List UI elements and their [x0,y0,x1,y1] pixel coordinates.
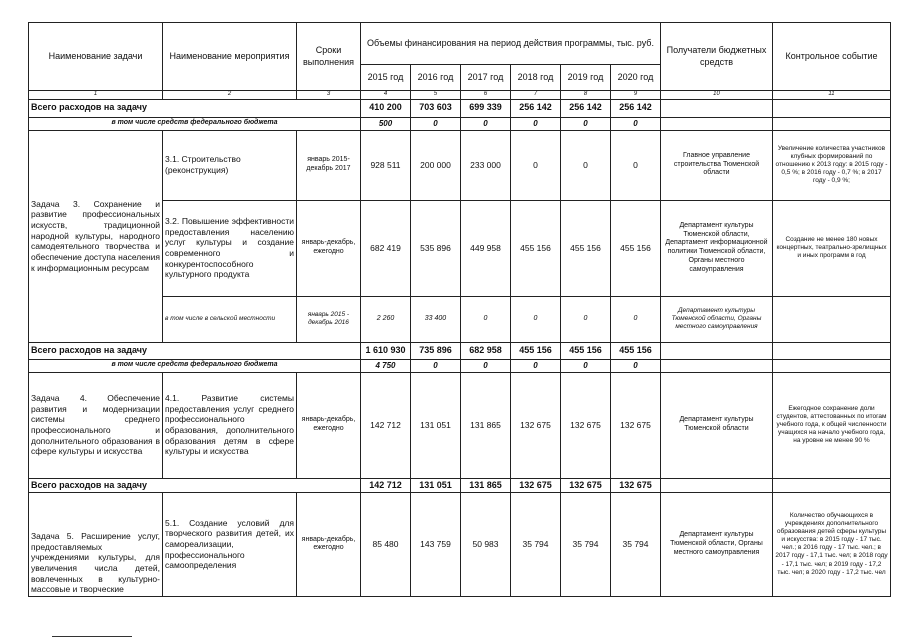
col-number: 4 [361,91,411,100]
federal-row [29,359,891,372]
value-cell: 455 156 [611,200,661,296]
federal-value: 0 [411,117,461,130]
header-year: 2018 год [511,65,561,91]
total-value: 131 051 [411,478,461,492]
value-cell: 35 794 [511,492,561,596]
col-number: 6 [461,91,511,100]
col-number: 8 [561,91,611,100]
col-number: 10 [661,91,773,100]
activity-terms: январь 2015 - декабрь 2016 [297,296,361,342]
task-5-name: Задача 5. Расширение услуг, предоставляемых учреждениями культуры, для увеличения числа детей, вовлеченных в культурно-массовые и творческие [29,492,163,596]
header-funding: Объемы финансирования на период действия программы, тыс. руб. [361,23,661,65]
value-cell: 682 419 [361,200,411,296]
header-task: Наименование задачи [29,23,163,91]
total-value: 1 610 930 [361,342,411,359]
control-event: Увеличение количества участников клубных формирований по отношению к 2013 году: в 2015 году - 0,5 %; в 2016 году - 0,7 %; в 2017 году - 0,9 %; [773,130,891,200]
value-cell: 928 511 [361,130,411,200]
federal-value: 0 [461,359,511,372]
header-year: 2017 год [461,65,511,91]
value-cell: 535 896 [411,200,461,296]
total-value: 131 865 [461,478,511,492]
total-label: Всего расходов на задачу [29,342,361,359]
activity-name: 5.1. Создание условий для творческого развития детей, их самореализации, профессионального самоопределения [163,492,297,596]
col-number: 5 [411,91,461,100]
value-cell: 0 [511,296,561,342]
col-number: 3 [297,91,361,100]
control-event: Ежегодное сохранение доли студентов, аттестованных по итогам учебного года, к общей численности учащихся на начало учебного года, на уровне не менее 90 % [773,372,891,478]
column-number-row [29,91,891,100]
control-event: Количество обучающихся в учреждениях дополнительного образования детей сферы культуры и искусства: в 2015 году - 17 тыс. чел.; в 2016 году - 17 тыс. чел.; в 2017 году - 17,1 тыс. чел; в 2018 году - 17,1 тыс. чел; в 2019 году - 17,2 тыс. чел; в 2020 году - 17,2 тыс. чел [773,492,891,596]
recipient: Департамент культуры Тюменской области, Департамент информационной политики Тюменской области, Органы местного самоуправления [661,200,773,296]
federal-row [29,117,891,130]
total-value: 455 156 [561,342,611,359]
header-year: 2020 год [611,65,661,91]
value-cell: 131 051 [411,372,461,478]
value-cell: 131 865 [461,372,511,478]
value-cell: 455 156 [511,200,561,296]
activity-name: 4.1. Развитие системы предоставления услуг среднего профессионального образования, дополнительного образования детям в сфере культуры и искусства [163,372,297,478]
value-cell: 143 759 [411,492,461,596]
value-cell: 35 794 [611,492,661,596]
value-cell: 200 000 [411,130,461,200]
total-value: 703 603 [411,99,461,117]
total-value: 132 675 [511,478,561,492]
value-cell: 50 983 [461,492,511,596]
header-control: Контрольное событие [773,23,891,91]
total-label: Всего расходов на задачу [29,478,361,492]
value-cell: 132 675 [511,372,561,478]
value-cell: 33 400 [411,296,461,342]
value-cell: 35 794 [561,492,611,596]
activity-terms: январь-декабрь, ежегодно [297,372,361,478]
activity-name: в том числе в сельской местности [163,296,297,342]
header-year: 2015 год [361,65,411,91]
total-value: 256 142 [611,99,661,117]
federal-value: 0 [411,359,461,372]
col-number: 2 [163,91,297,100]
value-cell: 132 675 [561,372,611,478]
value-cell: 0 [561,296,611,342]
value-cell: 2 260 [361,296,411,342]
value-cell: 0 [461,296,511,342]
federal-label: в том числе средств федерального бюджета [29,359,361,372]
total-row [29,99,891,117]
federal-value: 0 [511,117,561,130]
federal-value: 4 750 [361,359,411,372]
value-cell: 0 [611,296,661,342]
total-value: 735 896 [411,342,461,359]
recipient: Департамент культуры Тюменской области [661,372,773,478]
footnote-divider [52,636,132,637]
activity-name: 3.1. Строительство (реконструкция) [163,130,297,200]
table-row [29,130,891,200]
federal-value: 0 [461,117,511,130]
col-number: 9 [611,91,661,100]
value-cell: 0 [511,130,561,200]
table-row [29,492,891,596]
federal-label: в том числе средств федерального бюджета [29,117,361,130]
total-value: 455 156 [611,342,661,359]
federal-value: 0 [561,359,611,372]
total-row [29,478,891,492]
col-number: 11 [773,91,891,100]
task-4-name: Задача 4. Обеспечение развития и модернизации системы среднего профессионального и дополнительного образования в сфере культуры и искусства [29,372,163,478]
value-cell: 0 [611,130,661,200]
recipient: Главное управление строительства Тюменской области [661,130,773,200]
total-value: 256 142 [511,99,561,117]
total-value: 256 142 [561,99,611,117]
total-label: Всего расходов на задачу [29,99,361,117]
total-value: 132 675 [611,478,661,492]
value-cell: 142 712 [361,372,411,478]
value-cell: 455 156 [561,200,611,296]
header-terms: Сроки выполнения [297,23,361,91]
activity-terms: январь 2015-декабрь 2017 [297,130,361,200]
header-activity: Наименование мероприятия [163,23,297,91]
federal-value: 0 [511,359,561,372]
recipient: Департамент культуры Тюменской области, Органы местного самоуправления [661,492,773,596]
activity-name: 3.2. Повышение эффективности предоставления населению услуг культуры и создание современного и конкурентоспособного культурного продукта [163,200,297,296]
federal-value: 0 [561,117,611,130]
control-event: Создание не менее 180 новых концертных, театрально-зрелищных и иных программ в год [773,200,891,296]
value-cell: 0 [561,130,611,200]
value-cell: 132 675 [611,372,661,478]
value-cell: 233 000 [461,130,511,200]
header-year: 2016 год [411,65,461,91]
federal-value: 500 [361,117,411,130]
table-row [29,372,891,478]
header-recipients: Получатели бюджетных средств [661,23,773,91]
total-row [29,342,891,359]
value-cell: 449 958 [461,200,511,296]
activity-terms: январь-декабрь, ежегодно [297,492,361,596]
total-value: 410 200 [361,99,411,117]
federal-value: 0 [611,117,661,130]
total-value: 132 675 [561,478,611,492]
total-value: 455 156 [511,342,561,359]
value-cell: 85 480 [361,492,411,596]
col-number: 7 [511,91,561,100]
total-value: 682 958 [461,342,511,359]
activity-terms: январь-декабрь, ежегодно [297,200,361,296]
recipient: Департамент культуры Тюменской области, Органы местного самоуправления [661,296,773,342]
total-value: 142 712 [361,478,411,492]
task-3-name: Задача 3. Сохранение и развитие профессиональных искусств, традиционной народной культуры, народного самодеятельного творчества и обеспечение доступа населения к информационным ресурсам [29,130,163,342]
budget-table [28,22,891,597]
total-value: 699 339 [461,99,511,117]
header-row [29,23,891,65]
federal-value: 0 [611,359,661,372]
header-year: 2019 год [561,65,611,91]
col-number: 1 [29,91,163,100]
